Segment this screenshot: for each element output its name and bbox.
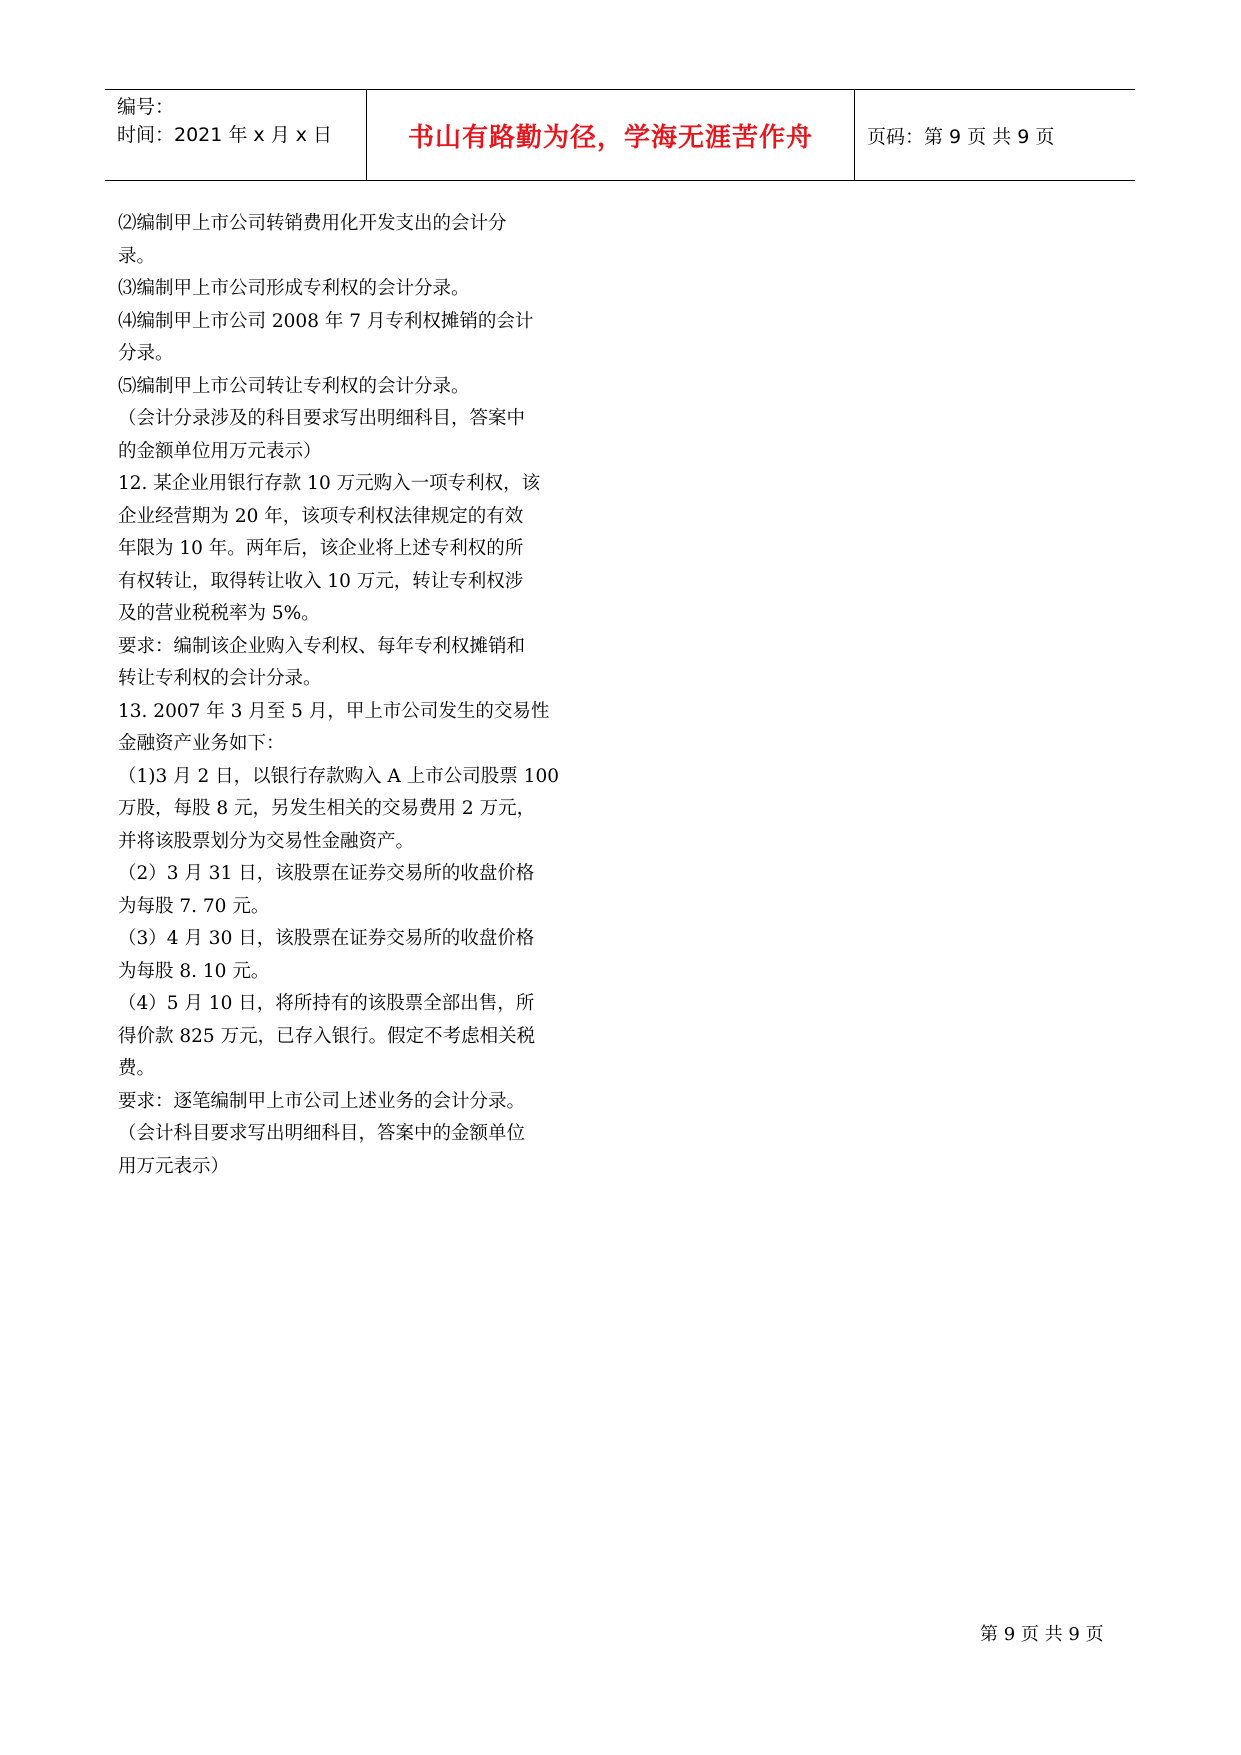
body-line: 为每股 7. 70 元。 [118,895,270,917]
footer-page-number: 第 9 页 共 9 页 [980,1624,1104,1645]
body-line: （4）5 月 10 日，将所持有的该股票全部出售，所 [118,993,535,1014]
body-line: （1)3 月 2 日，以银行存款购入 A 上市公司股票 100 [118,765,559,787]
body-line: ⑶编制甲上市公司形成专利权的会计分录。 [118,278,470,299]
header-page-cell [855,90,1135,180]
body-line: （2）3 月 31 日，该股票在证券交易所的收盘价格 [118,863,535,884]
body-line: 及的营业税税率为 5%。 [118,603,320,624]
body-line: 并将该股票划分为交易性金融资产。 [118,830,415,852]
header-page-info: 页码：第 9 页 共 9 页 [867,125,1055,148]
number-label: 编号： [117,96,175,118]
page-footer [980,1620,1104,1646]
body-line: 的金额单位用万元表示） [118,440,322,462]
body-line: 企业经营期为 20 年，该项专利权法律规定的有效 [118,505,524,527]
document-body [118,208,618,1183]
body-line: ⑸编制甲上市公司转让专利权的会计分录。 [118,375,470,397]
header-table [105,89,1135,181]
header-motto-cell [367,90,855,180]
body-line: ⑷编制甲上市公司 2008 年 7 月专利权摊销的会计 [118,310,534,332]
date-line: 时间：2021 年 x 月 x 日 [117,124,333,146]
header-meta-cell [105,90,367,180]
body-line: 转让专利权的会计分录。 [118,668,322,689]
body-line: 录。 [118,245,156,267]
body-line: 用万元表示） [118,1155,230,1177]
body-line: 年限为 10 年。两年后，该企业将上述专利权的所 [118,538,524,559]
body-line: 费。 [118,1058,156,1079]
motto-text: 书山有路勤为径，学海无涯苦作舟 [407,122,813,153]
body-line: 金融资产业务如下： [118,733,285,754]
body-line: （3）4 月 30 日，该股票在证券交易所的收盘价格 [118,928,535,949]
body-line: 分录。 [118,343,174,364]
body-line: （会计分录涉及的科目要求写出明细科目，答案中 [118,408,526,429]
body-line: 要求：逐笔编制甲上市公司上述业务的会计分录。 [118,1090,526,1112]
body-line: 得价款 825 万元，已存入银行。假定不考虑相关税 [118,1025,536,1047]
body-line: （会计科目要求写出明细科目，答案中的金额单位 [118,1123,526,1144]
body-line: 为每股 8. 10 元。 [118,960,270,982]
body-line: ⑵编制甲上市公司转销费用化开发支出的会计分 [118,213,507,234]
body-line: 13. 2007 年 3 月至 5 月，甲上市公司发生的交易性 [118,700,550,722]
body-line: 万股，每股 8 元，另发生相关的交易费用 2 万元， [118,798,536,819]
body-line: 要求：编制该企业购入专利权、每年专利权摊销和 [118,635,526,657]
body-line: 12. 某企业用银行存款 10 万元购入一项专利权，该 [118,473,541,494]
body-line: 有权转让，取得转让收入 10 万元，转让专利权涉 [118,570,524,592]
